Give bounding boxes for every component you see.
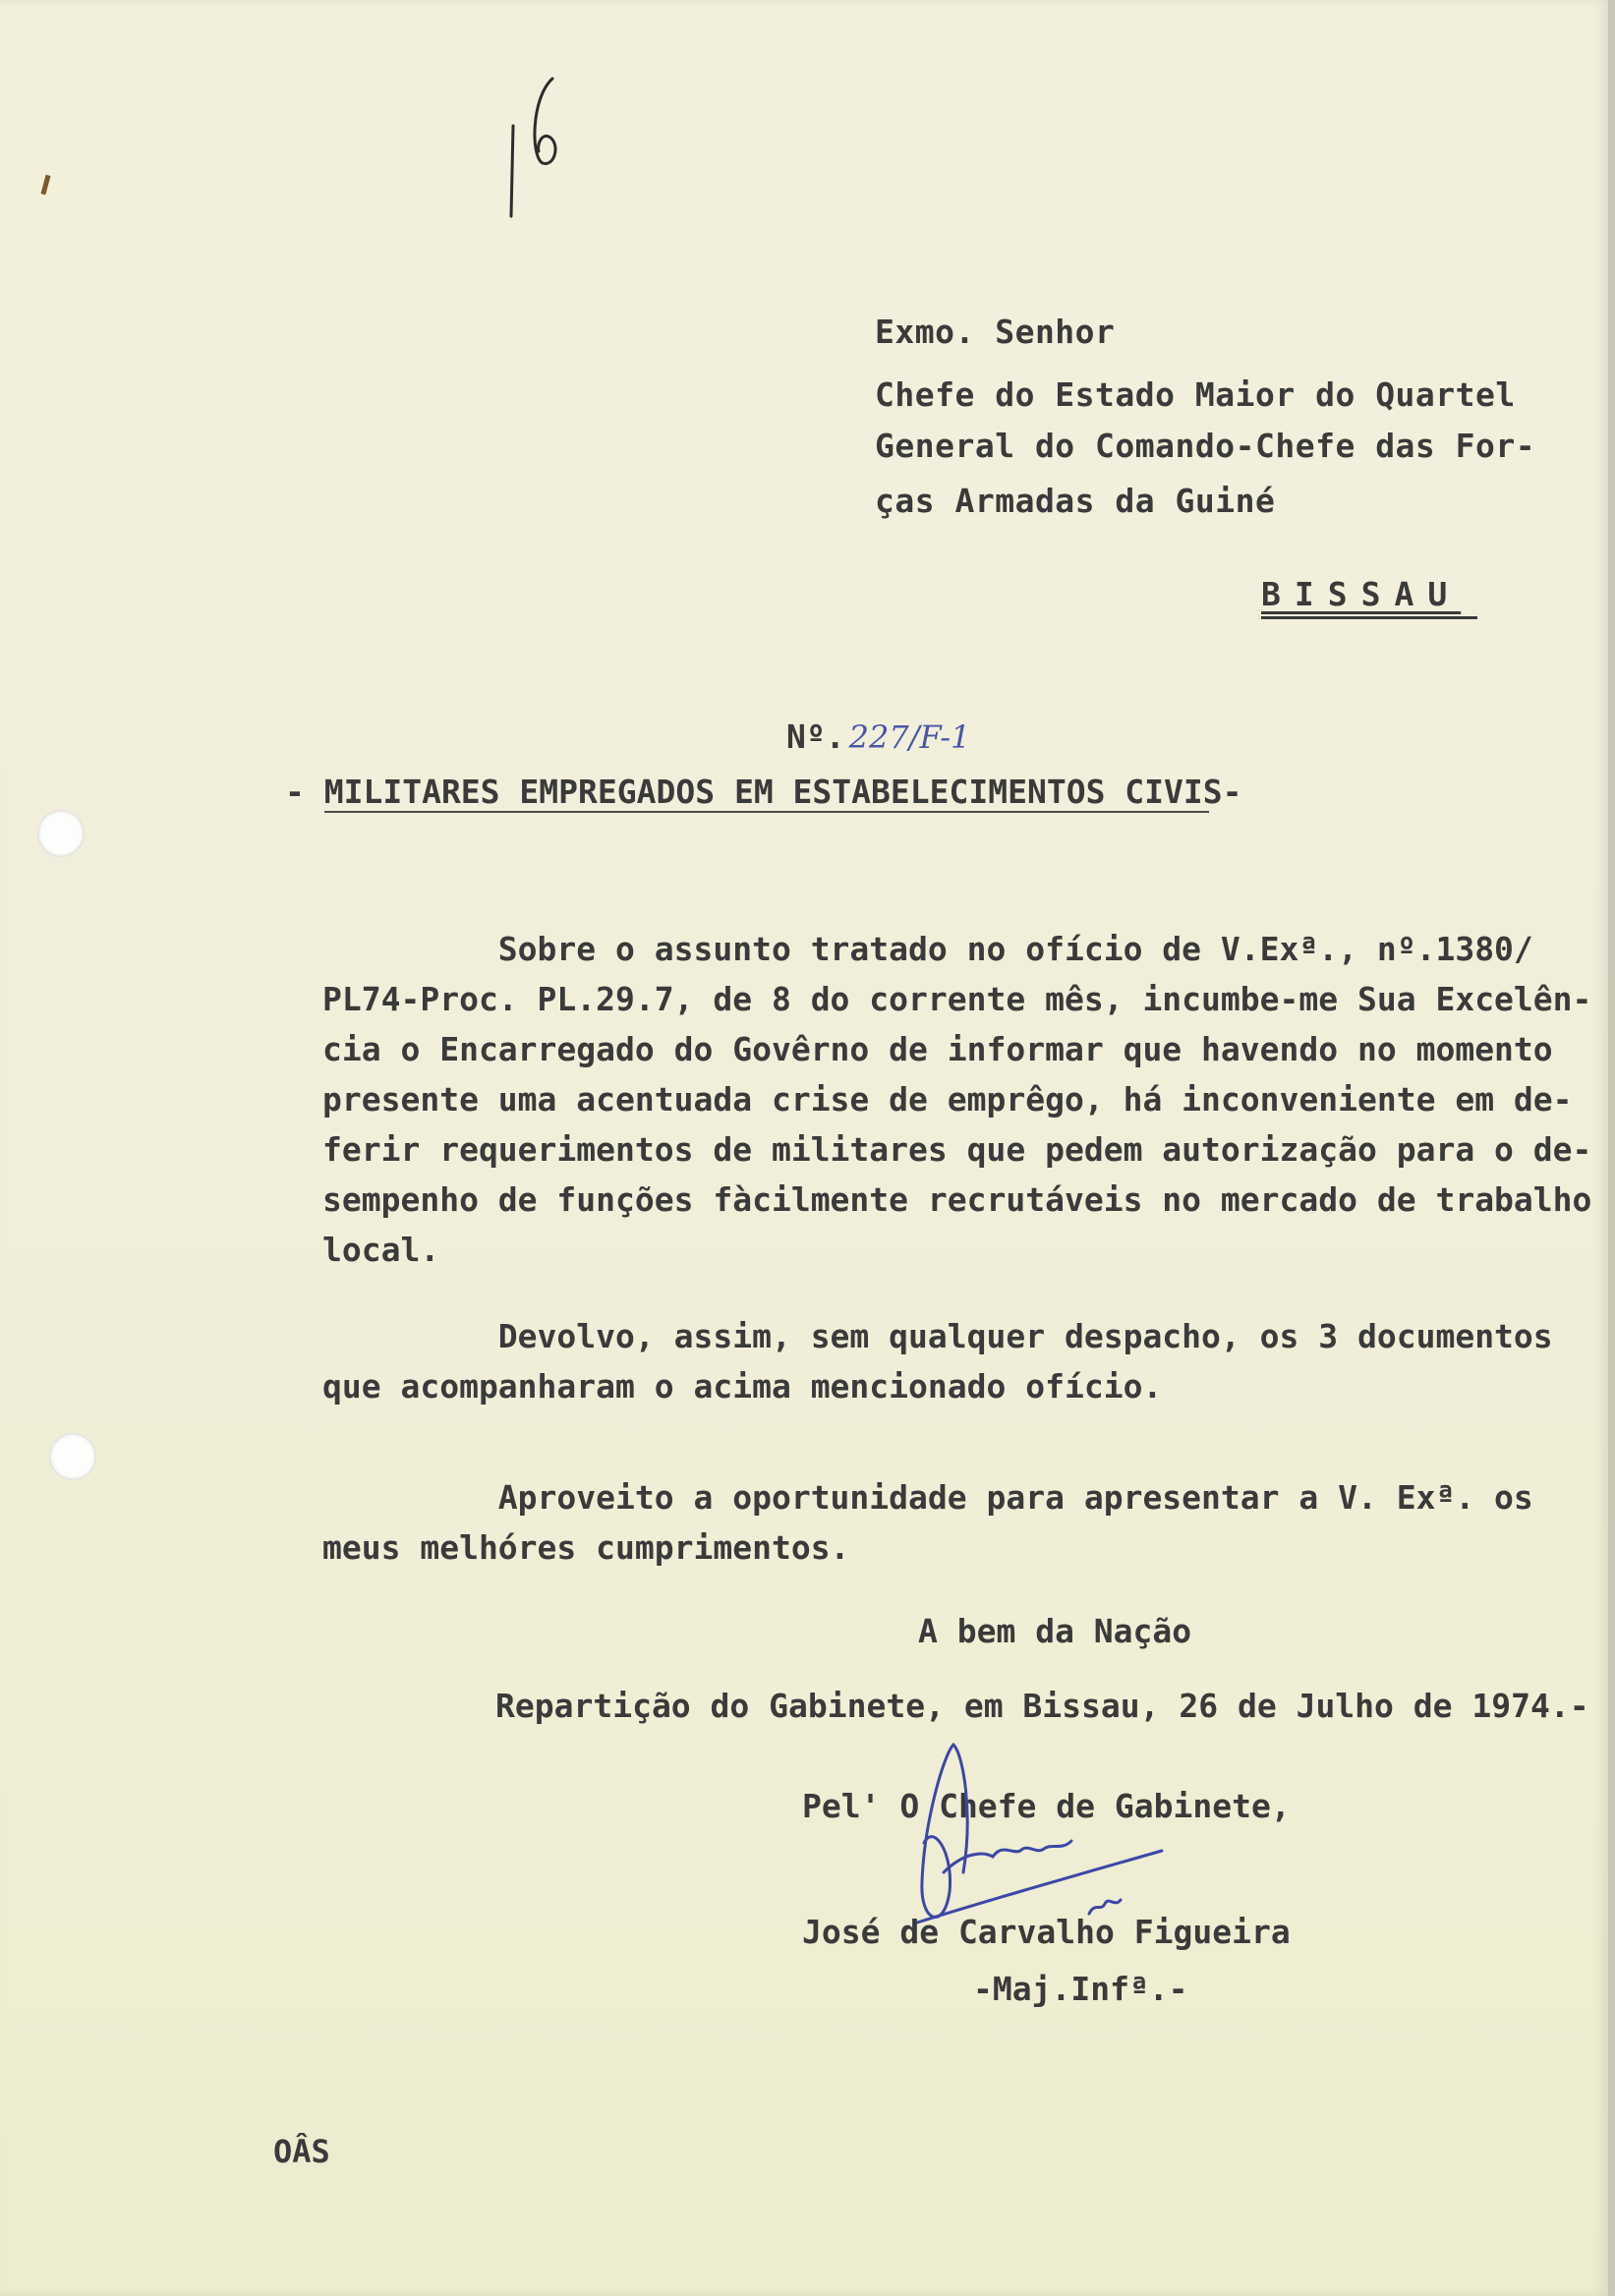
body-paragraph-3 [322, 1472, 1590, 1573]
ink-mark [40, 175, 50, 196]
body-line: Devolvo, assim, sem qualquer despacho, os 3 documentos [322, 1317, 1553, 1355]
city-double-underline [1261, 616, 1477, 619]
recipient-line-1: Chefe do Estado Maior do Quartel [875, 375, 1516, 414]
subject-line: - MILITARES EMPREGADOS EM ESTABELECIMENTOS CIVIS- [285, 773, 1242, 811]
body-line: presente uma acentuada crise de emprêgo, há inconveniente em de- [322, 1080, 1573, 1119]
punch-hole-bottom [49, 1433, 96, 1480]
body-line: cia o Encarregado do Govêrno de informar que havendo no momento [322, 1030, 1553, 1068]
body-line: Sobre o assunto tratado no ofício de V.Exª., nº.1380/ [322, 930, 1533, 968]
closing-on-behalf: Pel' O Chefe de Gabinete, [802, 1787, 1291, 1825]
typist-initials: OÂS [273, 2133, 330, 2170]
closing-motto: A bem da Nação [918, 1612, 1192, 1650]
closing-place-date: Repartição do Gabinete, em Bissau, 26 de Julho de 1974.- [495, 1687, 1589, 1725]
signatory-name: José de Carvalho Figueira [802, 1913, 1291, 1951]
signatory-rank: -Maj.Infª.- [973, 1970, 1188, 2008]
body-line: PL74-Proc. PL.29.7, de 8 do corrente mês, incumbe-me Sua Excelên- [322, 980, 1592, 1018]
recipient-city: BISSAU [1261, 575, 1462, 613]
body-line: sempenho de funções fàcilmente recrutáveis no mercado de trabalho [322, 1180, 1592, 1219]
scan-edge [1608, 0, 1615, 2296]
body-line: que acompanharam o acima mencionado ofício. [322, 1367, 1163, 1406]
reference-prefix: Nº. [786, 718, 845, 756]
recipient-salutation: Exmo. Senhor [875, 313, 1116, 351]
punch-hole-top [37, 810, 85, 857]
body-paragraph-2 [322, 1311, 1590, 1411]
body-line: ferir requerimentos de militares que pedem autorização para o de- [322, 1130, 1592, 1169]
body-line: Aproveito a oportunidade para apresentar a V. Exª. os [322, 1478, 1533, 1517]
reference-handwritten: 227/F-1 [848, 718, 971, 756]
recipient-line-2: General do Comando-Chefe das For- [875, 427, 1536, 465]
body-paragraph-1 [322, 924, 1590, 1275]
subject-underline [324, 811, 1209, 813]
recipient-line-3: ças Armadas da Guiné [875, 482, 1276, 520]
body-line: meus melhóres cumprimentos. [322, 1528, 850, 1567]
folio-number-handwritten [491, 69, 600, 226]
body-line: local. [322, 1231, 440, 1269]
reference-number [786, 718, 970, 756]
